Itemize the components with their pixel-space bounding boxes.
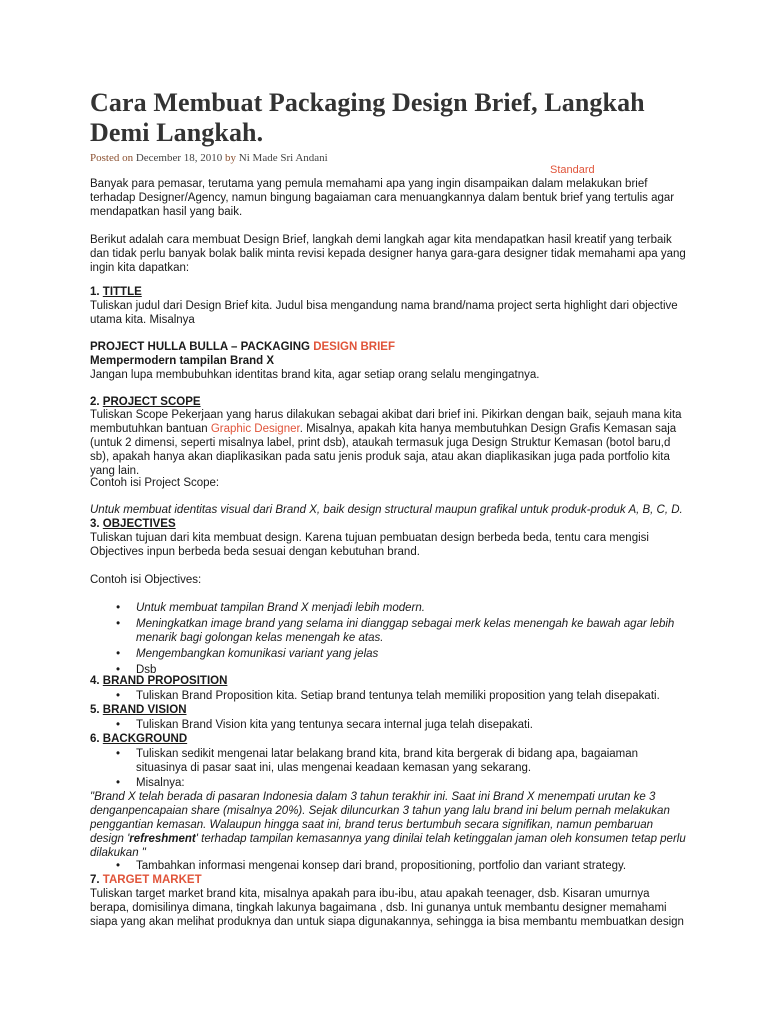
brand-vision-text: Tuliskan Brand Vision kita yang tentunya secara internal juga telah disepakati. — [136, 719, 533, 731]
section-2-example-label: Contoh isi Project Scope: — [90, 477, 220, 489]
section-2-example: Untuk membuat identitas visual dari Brand X, baik design structural maupun grafikal untuk produk-produk A, B, C, D. — [90, 504, 683, 516]
example-label: Misalnya: — [136, 777, 185, 789]
author-link[interactable]: Ni Made Sri Andani — [238, 152, 328, 164]
bullet-icon: • — [116, 719, 121, 731]
section-1-heading — [90, 285, 690, 299]
bullet-icon: • — [116, 748, 121, 760]
list-item — [90, 647, 690, 661]
quote-end: ' terhadap tampilan kemasannya yang dinilai telah ketinggalan jaman oleh konsumen tetap perlu dilakukan " — [90, 833, 686, 859]
objective-text: Dsb — [136, 664, 157, 676]
bullet-icon: • — [116, 664, 121, 676]
by-label: by — [225, 152, 237, 164]
brand-proposition-text: Tuliskan Brand Proposition kita. Setiap brand tentunya telah memiliki proposition yang telah disepakati. — [136, 690, 660, 702]
section-6-number: 6. — [90, 733, 100, 745]
section-4-heading — [90, 674, 690, 688]
article-title: Cara Membuat Packaging Design Brief, Langkah Demi Langkah. — [90, 88, 645, 147]
project-subtitle: Mempermodern tampilan Brand X — [90, 355, 275, 367]
intro-paragraph-1: Banyak para pemasar, terutama yang pemula memahami apa yang ingin disampaikan dalam melakukan brief terhadap Designer/Agency, namun bingung bagaiaman cara menuangkannya dalam bentuk brief yang tertulis agar mendapatkan hasil yang baik. — [90, 178, 675, 218]
section-2-body-start: Tuliskan Scope Pekerjaan yang harus dilakukan sebagai akibat dari brief ini. Pikirkan dengan baik, sejauh mana kita membutuhkan bantuan — [90, 409, 682, 435]
section-7-body: Tuliskan target market brand kita, misalnya apakah para ibu-ibu, atau apakah teenager, dsb. Kisaran umurnya berapa, domisilinya dimana, tingkah lakunya bagaimana , dsb. Ini gunanya untuk membantu designer memahami siapa yang akan melihat produknya dan untuk siapa digunakannya, sehingga ia bisa membantu membuatkan design — [90, 888, 684, 928]
section-3-body: Tuliskan tujuan dari kita membuat design. Karena tujuan pembuatan design berbeda beda, tentu cara mengisi Objectives inpun berbeda beda sesuai dengan kebutuhan brand. — [90, 532, 649, 558]
section-2-body — [90, 408, 690, 478]
list-item — [90, 689, 690, 703]
post-date-link[interactable]: December 18, 2010 — [135, 152, 223, 164]
objective-text: Mengembangkan komunikasi variant yang jelas — [136, 648, 379, 660]
section-1-title: TITTLE — [102, 286, 142, 298]
target-market-link[interactable]: TARGET MARKET — [102, 874, 202, 886]
project-title-prefix: PROJECT HULLA BULLA – PACKAGING — [90, 341, 314, 353]
additional-info-text: Tambahkan informasi mengenai konsep dari brand, propositioning, portfolio dan variant strategy. — [136, 860, 627, 872]
objective-text: Untuk membuat tampilan Brand X menjadi lebih modern. — [136, 602, 425, 614]
bullet-icon: • — [116, 648, 121, 660]
section-2-body-end: . Misalnya, apakah kita hanya membutuhkan Design Grafis Kemasan saja (untuk 2 dimensi, seperti misalnya label, print dsb), ataukah termasuk juga Design Struktur Kemasan (botol baru,d sb), apakah hanya akan diaplikasikan pada satu jenis produk saja, atau akan diaplikasikan juga pada portfolio kita yang lain. — [90, 423, 677, 477]
background-quote — [90, 790, 690, 860]
section-6-title: BACKGROUND — [102, 733, 188, 745]
project-title — [90, 340, 690, 354]
section-5-number: 5. — [90, 704, 100, 716]
intro-paragraph-2: Berikut adalah cara membuat Design Brief, langkah demi langkah agar kita mendapatkan hasil kreatif yang terbaik dan tidak perlu banyak bolak balik minta revisi kepada designer hanya gara-gara designer tidak memahami apa yang ingin kita dapatkan: — [90, 234, 686, 274]
section-2-number: 2. — [90, 396, 100, 408]
bullet-icon: • — [116, 690, 121, 702]
list-item — [90, 718, 690, 732]
section-7-number: 7. — [90, 874, 100, 886]
section-7-heading — [90, 873, 690, 887]
section-1-note: Jangan lupa membubuhkan identitas brand kita, agar setiap orang selalu mengingatnya. — [90, 369, 540, 381]
section-5-title: BRAND VISION — [102, 704, 187, 716]
quote-emphasis: refreshment — [129, 833, 196, 845]
background-text: Tuliskan sedikit mengenai latar belakang brand kita, brand kita bergerak di bidang apa, bagaiaman situasinya di pasar saat ini, ulas mengenai keadaan kemasan yang sekarang. — [136, 748, 639, 774]
list-item — [90, 776, 690, 790]
bullet-icon: • — [116, 618, 121, 630]
bullet-icon: • — [116, 777, 121, 789]
section-3-title: OBJECTIVES — [102, 518, 176, 530]
post-meta — [90, 152, 690, 164]
design-brief-link[interactable]: DESIGN BRIEF — [313, 341, 395, 353]
section-1-body: Tuliskan judul dari Design Brief kita. Judul bisa mengandung nama brand/nama project serta highlight dari objective utama kita. Misalnya — [90, 300, 678, 326]
objective-text: Meningkatkan image brand yang selama ini dianggap sebagai merk kelas menengah ke bawah agar lebih menarik bagi golongan kelas menengah ke atas. — [136, 618, 675, 644]
section-3-example-label: Contoh isi Objectives: — [90, 574, 202, 586]
section-4-title: BRAND PROPOSITION — [102, 675, 228, 687]
objectives-list — [90, 601, 690, 677]
section-2-heading — [90, 395, 690, 409]
section-6-heading — [90, 732, 690, 746]
section-2-title: PROJECT SCOPE — [102, 396, 201, 408]
section-5-heading — [90, 703, 690, 717]
quote-start: "Brand X telah berada di pasaran Indonesia dalam 3 tahun terakhir ini. Saat ini Brand X menempati urutan ke 3 denganpencapaian share (misalnya 20%). Sejak diluncurkan 3 tahun yang lalu brand ini belum pernah melakukan penggantian kemasan. Walaupun hingga saat ini, brand terus bertumbuh secara signifikan, namun pembaruan design ' — [90, 791, 670, 845]
section-1-number: 1. — [90, 286, 100, 298]
standard-label: Standard — [550, 164, 595, 176]
graphic-designer-link[interactable]: Graphic Designer — [210, 423, 300, 435]
section-3-number: 3. — [90, 518, 100, 530]
bullet-icon: • — [116, 860, 121, 872]
list-item — [90, 601, 690, 615]
bullet-icon: • — [116, 602, 121, 614]
section-4-number: 4. — [90, 675, 100, 687]
list-item — [90, 617, 690, 645]
posted-on-label: Posted on — [90, 152, 134, 164]
list-item — [90, 859, 690, 873]
section-3-heading — [90, 517, 690, 531]
list-item — [90, 747, 690, 775]
